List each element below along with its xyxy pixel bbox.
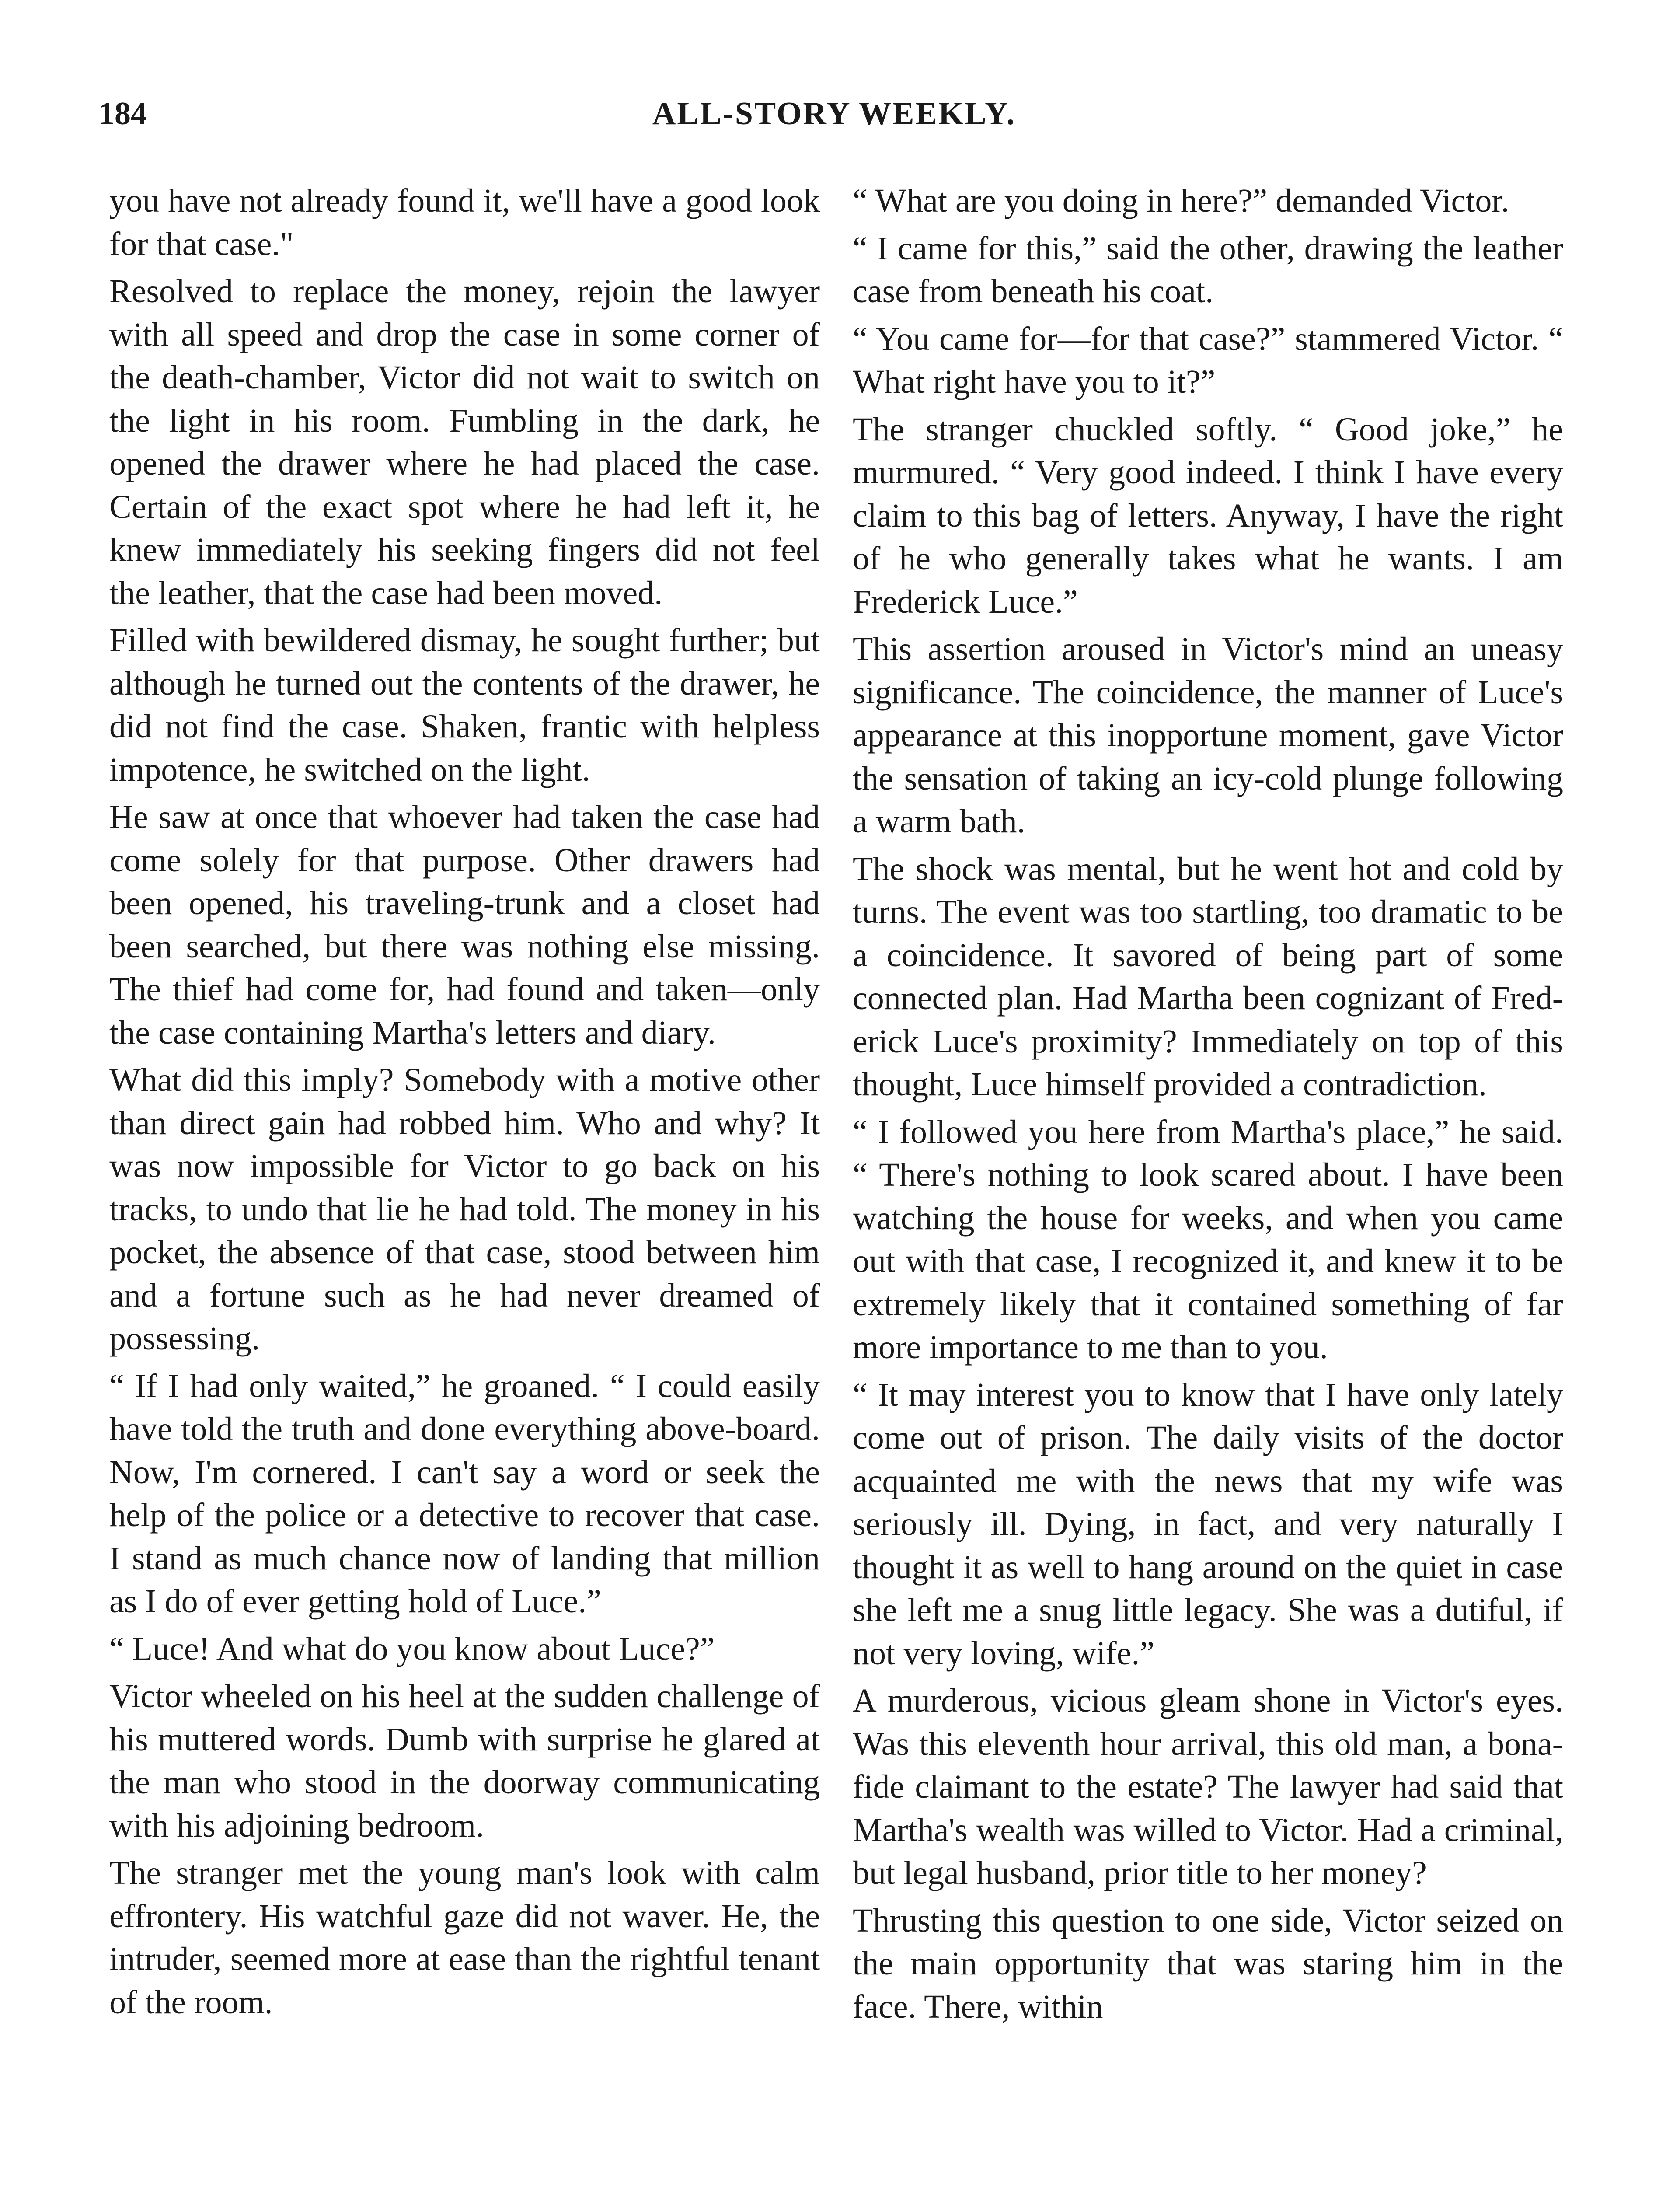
paragraph: He saw at once that whoever had taken the case had come solely for that purpose. Other drawers had been opened, his traveling-trunk and a closet had been searched, but there was nothing else missing. The thief had come for, had found and taken—only the case containing Martha's letters and diary. — [109, 799, 820, 1051]
left-column — [109, 179, 820, 2028]
paragraph: “ You came for—for that case?” stammered Victor. “ What right have you to it?” — [853, 320, 1563, 400]
right-column — [853, 179, 1563, 2033]
paragraph: you have not already found it, we'll have a good look for that case." — [109, 182, 820, 262]
paragraph: “ I came for this,” said the other, drawing the leather case from beneath his coat. — [853, 230, 1563, 310]
paragraph: Resolved to replace the money, rejoin the lawyer with all speed and drop the case in some corner of the death-chamber, Victor did not wait to switch on the light in his room. Fumbling in the dark, he opened the drawer where he had placed the case. Certain of the exact spot where he had left it, he knew immediately his seeking fingers did not feel the leather, that the case had been moved. — [109, 273, 820, 611]
paragraph: Victor wheeled on his heel at the sudden challenge of his muttered words. Dumb with surprise he glared at the man who stood in the doorway communicating with his adjoining bedroom. — [109, 1678, 820, 1844]
paragraph: A murderous, vicious gleam shone in Victor's eyes. Was this eleventh hour arrival, this old man, a bona-fide claimant to the estate? The lawyer had said that Martha's wealth was willed to Victor. Had a criminal, but legal husband, prior title to her money? — [853, 1682, 1563, 1891]
paragraph: The stranger met the young man's look with calm effrontery. His watchful gaze did not waver. He, the intruder, seemed more at ease than the rightful tenant of the room. — [109, 1855, 820, 2021]
paragraph: Thrusting this question to one side, Victor seized on the main opportunity that was staring him in the face. There, within — [853, 1902, 1563, 2025]
paragraph: The shock was mental, but he went hot and cold by turns. The event was too startling, too dramatic to be a coincidence. It savored of being part of some connected plan. Had Martha been cognizant of Frederick Luce's proximity? Immediately on top of this thought, Luce himself provided a contradiction. — [853, 850, 1563, 1103]
paragraph: What did this imply? Somebody with a motive other than direct gain had robbed him. Who and why? It was now impossible for Victor to go back on his tracks, to undo that lie he had told. The money in his pocket, the absence of that case, stood between him and a fortune such as he had never dreamed of possessing. — [109, 1062, 820, 1357]
paragraph: This assertion aroused in Victor's mind an uneasy significance. The coincidence, the manner of Luce's appearance at this inopportune moment, gave Victor the sensation of taking an icy-cold plunge following a warm bath. — [853, 631, 1563, 840]
page-number: 184 — [98, 96, 147, 132]
running-title: ALL-STORY WEEKLY. — [652, 96, 1016, 132]
paragraph: Filled with bewildered dismay, he sought further; but although he turned out the contents of the drawer, he did not find the case. Shaken, frantic with helpless impotence, he switched on the light. — [109, 622, 820, 788]
paragraph: “ If I had only waited,” he groaned. “ I could easily have told the truth and done everything above-board. Now, I'm cornered. I can't say a word or seek the help of the police or a detective to recover that case. I stand as much chance now of landing that million as I do of ever getting hold of Luce.” — [109, 1367, 820, 1620]
paragraph: “ What are you doing in here?” demanded Victor. — [853, 182, 1509, 219]
paragraph: “ It may interest you to know that I have only lately come out of prison. The daily visits of the doctor acquainted me with the news that my wife was seriously ill. Dying, in fact, and very naturally I thought it as well to hang around on the quiet in case she left me a snug little legacy. She was a dutiful, if not very loving, wife.” — [853, 1376, 1563, 1672]
paragraph: “ Luce! And what do you know about Luce?” — [109, 1630, 715, 1667]
paragraph: The stranger chuckled softly. “ Good joke,” he murmured. “ Very good indeed. I think I have every claim to this bag of letters. Anyway, I have the right of he who generally takes what he wants. I am Frederick Luce.” — [853, 411, 1563, 620]
paragraph: “ I followed you here from Martha's place,” he said. “ There's nothing to look scared about. I have been watching the house for weeks, and when you came out with that case, I recognized it, and knew it to be extremely likely that it contained something of far more importance to me than to you. — [853, 1113, 1563, 1366]
page-header — [98, 87, 1570, 153]
